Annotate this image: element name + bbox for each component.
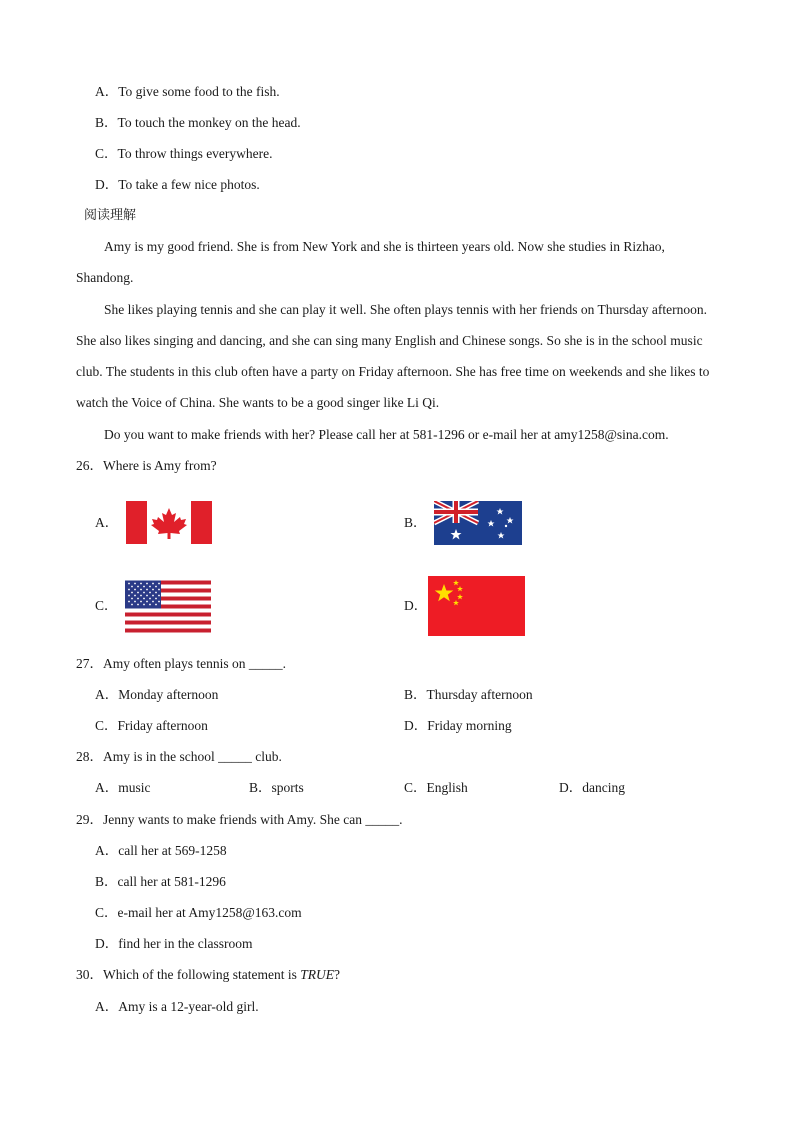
q26-option-c-label[interactable]: C． bbox=[95, 598, 118, 613]
q28-option-a[interactable]: A．music bbox=[95, 780, 151, 795]
australia-flag[interactable] bbox=[434, 501, 522, 545]
q26-option-a-label[interactable]: A． bbox=[95, 515, 119, 530]
q27-option-d[interactable]: D．Friday morning bbox=[404, 718, 512, 733]
usa-flag[interactable] bbox=[125, 580, 211, 633]
question-30-stem: 30．Which of the following statement is TRUE? bbox=[76, 967, 340, 982]
emphasis-true: TRUE bbox=[300, 967, 334, 982]
q29-option-b[interactable]: B．call her at 581-1296 bbox=[95, 874, 226, 889]
q28-option-c[interactable]: C．English bbox=[404, 780, 468, 795]
q27-option-a[interactable]: A．Monday afternoon bbox=[95, 687, 219, 702]
q29-option-d[interactable]: D．find her in the classroom bbox=[95, 936, 253, 951]
passage-paragraph-3: Do you want to make friends with her? Please call her at 581-1296 or e-mail her at amy1258@sina.com. bbox=[104, 427, 669, 442]
option-d[interactable]: D．To take a few nice photos. bbox=[95, 177, 260, 192]
option-c[interactable]: C．To throw things everywhere. bbox=[95, 146, 273, 161]
q29-option-a[interactable]: A．call her at 569-1258 bbox=[95, 843, 227, 858]
question-27-stem: 27．Amy often plays tennis on _____. bbox=[76, 656, 286, 671]
q27-option-b[interactable]: B．Thursday afternoon bbox=[404, 687, 533, 702]
q28-option-d[interactable]: D．dancing bbox=[559, 780, 625, 795]
option-b[interactable]: B．To touch the monkey on the head. bbox=[95, 115, 301, 130]
section-title: 阅读理解 bbox=[84, 208, 137, 223]
canada-flag[interactable] bbox=[126, 501, 212, 544]
q26-option-d-label[interactable]: D． bbox=[404, 598, 428, 613]
passage-paragraph-2: She likes playing tennis and she can play it well. She often plays tennis with her friends on Thursday afternoon. She also likes singing and dancing, and she can sing many English and Chinese songs. So she is in the school music club. The students in this club often have a party on Friday afternoon. She has free time on weekends and she likes to watch the Voice of China. She wants to be a good singer like Li Qi. bbox=[76, 302, 710, 410]
question-28-stem: 28．Amy is in the school _____ club. bbox=[76, 749, 282, 764]
q26-option-b-label[interactable]: B． bbox=[404, 515, 427, 530]
china-flag[interactable] bbox=[428, 576, 525, 636]
passage-paragraph-1: Amy is my good friend. She is from New York and she is thirteen years old. Now she studies in Rizhao, Shandong. bbox=[76, 239, 665, 285]
q30-option-a[interactable]: A．Amy is a 12-year-old girl. bbox=[95, 999, 259, 1014]
option-a[interactable]: A．To give some food to the fish. bbox=[95, 84, 280, 99]
q28-option-b[interactable]: B．sports bbox=[249, 780, 304, 795]
q27-option-c[interactable]: C．Friday afternoon bbox=[95, 718, 208, 733]
question-26-stem: 26．Where is Amy from? bbox=[76, 458, 217, 473]
q29-option-c[interactable]: C．e-mail her at Amy1258@163.com bbox=[95, 905, 302, 920]
question-29-stem: 29．Jenny wants to make friends with Amy. She can _____. bbox=[76, 812, 403, 827]
